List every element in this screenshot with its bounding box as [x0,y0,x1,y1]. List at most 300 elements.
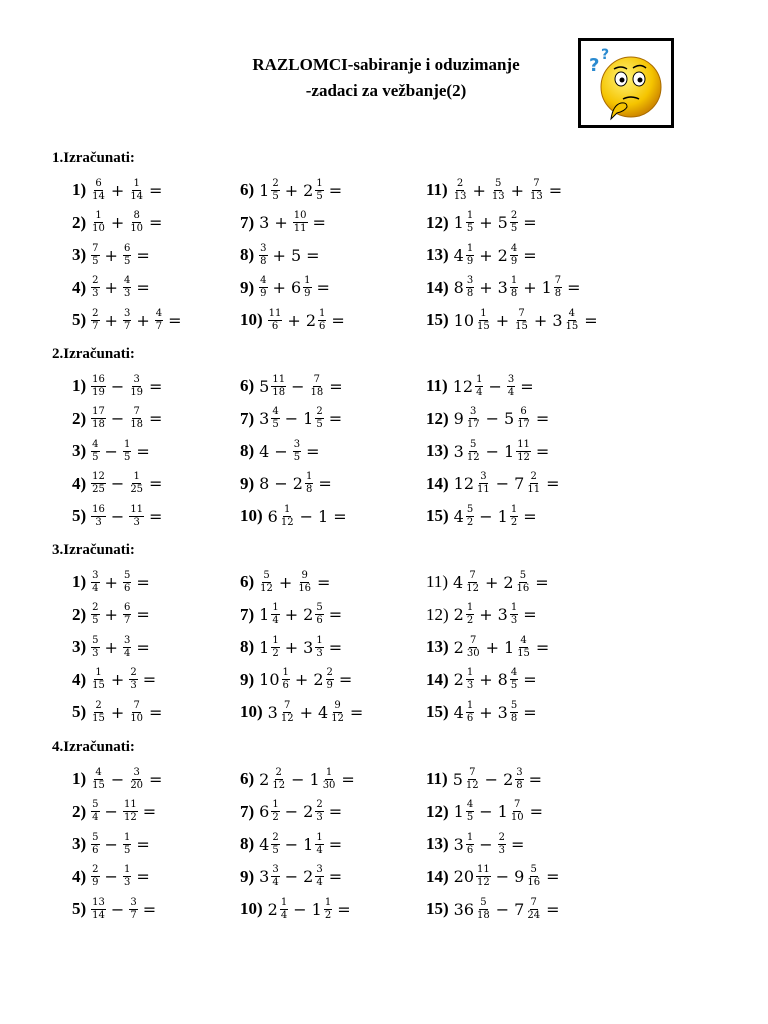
problem-item [426,207,541,239]
operator: − [274,474,288,493]
problem-expression [453,276,585,299]
fraction [466,636,481,659]
problem-number: 4) [72,669,87,689]
problem-expression [452,571,553,594]
denominator: 3 [316,812,323,823]
fraction [91,375,106,398]
whole-number: 4 [453,245,464,265]
problem-item [240,370,347,402]
problem-item [426,861,564,893]
fraction [466,701,474,724]
fraction [91,898,106,921]
whole-number: 2 [497,245,508,265]
operator: − [104,867,118,886]
problem-item [72,566,154,598]
operator: − [110,376,125,396]
equals-sign: = [136,834,150,854]
numerator: 4 [260,275,267,286]
numerator: 9 [301,569,308,581]
whole-number: 4 [259,834,270,854]
denominator: 2 [272,647,279,659]
problem-number: 10) [240,899,263,918]
operator: − [110,474,125,493]
denominator: 5 [316,190,323,202]
whole-number: 12 [452,376,474,396]
problem-expression [90,440,154,463]
denominator: 4 [280,909,288,921]
whole-number: 1 [541,278,552,297]
whole-number: 5 [259,376,270,396]
whole-number: 2 [267,899,278,919]
problem-item [426,500,541,532]
problem-number: 6) [240,572,255,591]
problem-expression [258,244,323,267]
operator: − [488,376,502,396]
fraction [322,768,337,791]
equals-sign: = [523,605,537,624]
fraction [123,276,131,299]
whole-number: 2 [303,867,314,886]
numerator: 8 [133,210,140,221]
problem-number: 1) [72,376,87,395]
whole-number: 2 [303,180,314,200]
whole-number: 1 [311,899,322,919]
whole-number: 2 [453,605,464,624]
fraction [91,636,99,659]
operator: + [479,278,493,297]
problem-expression [452,179,566,202]
fraction [515,768,523,791]
operator: + [110,180,125,200]
whole-number: 2 [503,769,514,789]
problem-expression [453,407,554,430]
operator: + [110,213,125,232]
whole-number: 2 [259,769,270,789]
denominator: 6 [271,320,279,332]
operator: + [272,245,286,265]
denominator: 6 [123,582,131,594]
numerator: 6 [123,242,131,254]
numerator: 1 [123,864,131,875]
denominator: 3 [123,288,131,299]
operator: + [104,637,118,657]
fraction [293,211,308,234]
problem-item [240,893,355,925]
problem-item [240,500,351,532]
equals-sign: = [312,213,326,232]
equals-sign: = [511,834,525,854]
problem-item [72,631,154,663]
fraction [330,701,345,724]
fraction [297,571,312,594]
equals-sign: = [328,867,343,886]
operator: + [472,180,486,200]
fraction [129,407,144,430]
equals-sign: = [136,637,150,657]
whole-number: 1 [259,605,270,624]
equals-sign: = [149,769,163,789]
numerator: 3 [516,766,523,778]
denominator: 15 [92,779,105,791]
numerator: 16 [92,373,105,385]
problem-number: 15) [426,506,449,525]
whole-number: 5 [452,769,463,789]
equals-sign: = [149,180,163,200]
numerator: 2 [272,831,279,843]
fraction [465,768,480,791]
whole-number: 1 [453,213,464,232]
numerator: 5 [316,602,323,613]
denominator: 12 [466,582,479,594]
operator: + [284,637,299,657]
numerator: 1 [284,503,291,515]
whole-number: 9 [514,867,525,886]
fraction [129,505,144,528]
numerator: 1 [95,210,102,221]
numerator: 7 [530,896,537,908]
problem-item [72,664,160,696]
fraction [91,603,99,626]
problem-number: 13) [426,441,449,460]
whole-number: 2 [303,605,314,624]
fraction [91,276,99,299]
problem-expression [267,898,355,921]
problem-item [426,272,585,304]
problem-expression [90,309,185,332]
problem-number: 7) [240,212,255,232]
fraction [271,833,279,856]
whole-number: 6 [259,802,270,821]
fraction [491,179,506,202]
numerator: 1 [133,177,140,189]
problem-item [426,174,566,206]
problem-number: 8) [240,637,255,656]
problem-item [426,828,528,860]
operator: + [104,572,118,592]
whole-number: 1 [497,802,508,821]
denominator: 14 [130,190,144,202]
fraction [315,407,323,430]
equals-sign: = [136,245,150,265]
operator: − [284,834,299,854]
whole-number: 2 [305,310,316,330]
operator: + [104,310,118,330]
problem-number: 6) [240,180,255,199]
numerator: 1 [325,766,333,778]
problem-item [72,207,166,239]
denominator: 24 [527,909,541,921]
equals-sign: = [142,899,157,919]
fraction [466,407,481,430]
fraction [476,865,491,888]
denominator: 3 [123,877,131,888]
denominator: 6 [316,615,323,626]
problem-number: 12) [426,408,449,428]
operator: − [284,409,299,428]
equals-sign: = [523,670,537,689]
denominator: 19 [92,386,105,398]
problem-expression [267,701,368,724]
numerator: 5 [92,831,99,843]
operator: − [110,899,125,919]
problem-number: 2) [72,408,87,428]
numerator: 4 [568,307,576,319]
equals-sign: = [329,376,343,396]
denominator: 5 [510,223,518,234]
fraction [271,603,279,626]
whole-number: 6 [267,506,278,526]
problem-expression [258,603,346,626]
numerator: 1 [510,602,518,613]
numerator: 5 [495,177,502,189]
denominator: 5 [92,615,99,626]
equals-sign: = [523,245,537,265]
denominator: 30 [466,647,480,659]
problem-item [72,828,154,860]
problem-expression [258,211,330,234]
numerator: 1 [280,896,288,908]
numerator: 1 [316,634,323,646]
numerator: 3 [466,275,474,286]
problem-item [426,304,602,336]
problem-item [426,566,553,598]
numerator: 10 [293,210,307,221]
numerator: 11 [477,864,490,875]
problem-item [240,631,346,663]
problem-item [72,500,166,532]
denominator: 10 [130,223,144,234]
denominator: 4 [92,582,99,594]
fraction [123,571,131,594]
denominator: 15 [565,320,579,332]
operator: + [287,310,301,330]
denominator: 5 [466,812,474,823]
equals-sign: = [149,409,163,428]
problem-number: 3) [72,637,87,656]
numerator: 16 [92,503,105,515]
problem-number: 11) [426,180,448,199]
fraction [123,440,131,463]
denominator: 5 [123,844,131,856]
fraction [510,701,518,724]
equals-sign: = [328,605,343,624]
fraction [259,276,267,299]
fraction [315,800,323,823]
fraction [510,276,518,299]
denominator: 13 [453,190,467,202]
denominator: 6 [466,844,474,856]
numerator: 7 [313,373,321,385]
denominator: 5 [272,419,279,430]
whole-number: 1 [303,834,314,854]
equals-sign: = [349,702,364,722]
equals-sign: = [328,834,343,854]
problem-expression [267,505,351,528]
problem-item [72,763,166,795]
fraction [259,571,274,594]
fraction [280,898,288,921]
problem-item [240,861,346,893]
denominator: 5 [92,255,99,267]
problem-number: 5) [72,702,87,721]
denominator: 5 [466,223,474,234]
denominator: 9 [260,288,267,299]
problem-expression [258,571,334,594]
fraction [155,309,163,332]
numerator: 2 [92,602,99,613]
whole-number: 20 [453,867,475,886]
numerator: 1 [123,831,131,843]
problem-expression [90,571,154,594]
denominator: 4 [92,812,99,823]
numerator: 2 [510,210,518,221]
operator: + [533,310,548,330]
denominator: 8 [510,288,518,299]
fraction [293,440,301,463]
problem-expression [90,701,166,724]
problem-expression [453,244,541,267]
problem-number: 14) [426,669,449,689]
numerator: 2 [498,831,506,843]
numerator: 1 [319,307,326,319]
numerator: 5 [92,634,99,646]
equals-sign: = [338,670,353,689]
problem-number: 3) [72,441,87,460]
numerator: 5 [466,503,474,515]
equals-sign: = [149,474,163,493]
problem-number: 4) [72,866,87,886]
fraction [271,768,286,791]
denominator: 6 [319,320,326,332]
whole-number: 5 [497,213,508,232]
operator: − [485,409,499,428]
equals-sign: = [136,278,150,297]
problem-number: 5) [72,310,87,329]
problem-item [426,403,553,435]
fraction [526,898,541,921]
numerator: 1 [480,307,487,319]
problem-expression [453,505,541,528]
fraction [465,571,480,594]
fraction [91,865,99,888]
problem-expression [90,768,166,791]
problem-item [240,207,330,239]
problem-item [240,304,349,336]
problem-number: 11) [426,572,449,591]
problem-item [72,861,154,893]
denominator: 11 [477,484,490,495]
denominator: 5 [92,451,99,463]
numerator: 6 [123,602,131,613]
operator: − [479,802,493,821]
problem-number: 2) [72,604,87,624]
problem-number: 9) [240,866,255,886]
denominator: 8 [305,484,313,495]
denominator: 12 [331,712,344,724]
equals-sign: = [523,506,537,526]
fraction [303,276,311,299]
fraction [466,440,481,463]
fraction [315,833,323,856]
problem-item [426,893,564,925]
operator: − [299,506,313,526]
equals-sign: = [318,474,332,493]
operator: − [479,506,493,526]
whole-number: 3 [267,702,278,722]
problem-number: 5) [72,506,87,525]
whole-number: 7 [514,899,525,919]
fraction [466,668,474,691]
equals-sign: = [341,769,355,789]
problem-item [240,566,334,598]
numerator: 3 [316,864,323,875]
denominator: 12 [466,451,480,463]
numerator: 1 [282,667,289,678]
numerator: 17 [92,406,105,417]
problem-number: 9) [240,669,255,689]
denominator: 5 [316,419,323,430]
operator: + [272,278,286,297]
problem-expression [452,768,546,791]
problem-item [240,403,346,435]
operator: + [479,605,493,624]
problem-item [240,763,359,795]
denominator: 12 [272,779,286,791]
problem-number: 9) [240,473,255,493]
problem-expression [453,603,541,626]
fraction [271,636,279,659]
problem-number: 14) [426,473,449,493]
numerator: 2 [92,307,99,319]
fraction [129,768,144,791]
fraction [476,309,491,332]
numerator: 7 [533,177,540,189]
numerator: 1 [316,831,323,843]
fraction [91,833,99,856]
numerator: 11 [123,799,137,810]
equals-sign: = [306,245,320,265]
denominator: 18 [310,386,324,398]
fraction [282,668,290,691]
numerator: 3 [133,373,140,385]
problem-number: 10) [240,506,263,525]
problem-number: 8) [240,245,255,264]
denominator: 18 [272,386,286,398]
denominator: 9 [92,877,99,888]
fraction [466,800,474,823]
denominator: 12 [280,712,294,724]
whole-number: 10 [259,670,280,689]
problem-number: 15) [426,310,449,329]
numerator: 11 [272,373,286,385]
fraction [498,833,506,856]
denominator: 3 [95,516,102,528]
problem-expression [90,668,160,691]
numerator: 5 [123,569,131,581]
whole-number: 4 [453,702,464,722]
problem-expression [452,375,538,398]
fraction [526,865,541,888]
whole-number: 4 [259,441,270,461]
problem-item [72,304,186,336]
denominator: 9 [510,255,518,267]
denominator: 3 [92,647,99,659]
svg-text:?: ? [601,47,610,63]
whole-number: 2 [292,474,303,493]
equals-sign: = [331,310,345,330]
denominator: 3 [133,516,140,528]
fraction [516,636,531,659]
